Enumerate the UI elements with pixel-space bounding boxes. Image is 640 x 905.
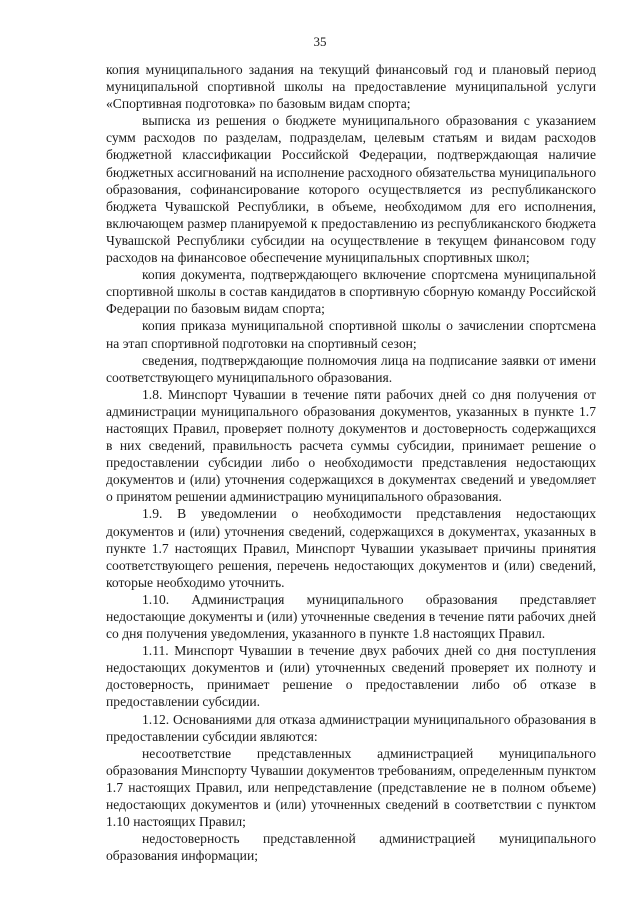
paragraph-enrollment-order: копия приказа муниципальной спортивной школы о зачислении спортсмена на этап спортивной подготовки на спортивный сезон; [106, 318, 596, 351]
paragraph-municipal-task-copy: копия муниципального задания на текущий финансовый год и плановый период муниципальной спортивной школы на предоставление муниципальной услуги «Спортивная подготовка» по базовым видам спорта; [106, 62, 596, 112]
paragraph-athlete-inclusion-document: копия документа, подтверждающего включение спортсмена муниципальной спортивной школы в состав кандидатов в спортивную сборную команду Российской Федерации по базовым видам спорта; [106, 267, 596, 317]
paragraph-clause-1-12: 1.12. Основаниями для отказа администрации муниципального образования в предоставлении субсидии являются: [106, 711, 596, 744]
paragraph-clause-1-8: 1.8. Минспорт Чувашии в течение пяти рабочих дней со дня получения от администрации муниципального образования документов, указанных в пункте 1.7 настоящих Правил, проверяет полноту документов и достоверность содержащихся в них сведений, правильность расчета суммы субсидии, принимает решение о предоставлении субсидии либо о необходимости представления недостающих документов и (или) уточнения содержащихся в документах сведений и уведомляет о принятом решении администрацию муниципального образования. [106, 386, 596, 505]
paragraph-refusal-ground-noncompliance: несоответствие представленных администрацией муниципального образования Минспорту Чувашии документов требованиям, определенным пунктом 1.7 настоящих Правил, или непредставление (представление не в полном объеме) недостающих документов и (или) уточненных сведений в соответствии с пунктом 1.10 настоящих Правил; [106, 745, 596, 830]
paragraph-clause-1-10: 1.10. Администрация муниципального образования представляет недостающие документы и (или) уточненные сведения в течение пяти рабочих дней со дня получения уведомления, указанного в пункте 1.8 настоящих Правил. [106, 591, 596, 642]
paragraph-clause-1-11: 1.11. Минспорт Чувашии в течение двух рабочих дней со дня поступления недостающих документов и (или) уточненных сведений проверяет их полноту и достоверность, принимает решение о предоставлении либо об отказе в предоставлении субсидии. [106, 643, 596, 710]
page-body [106, 61, 596, 864]
paragraph-clause-1-9: 1.9. В уведомлении о необходимости представления недостающих документов и (или) уточнения сведений, содержащихся в документах, указанных в пункте 1.7 настоящих Правил, Минспорт Чувашии указывает причины принятия соответствующего решения, перечень недостающих документов и (или) сведений, которые необходимо уточнить. [106, 506, 596, 590]
page-number: 35 [313, 34, 327, 49]
paragraph-budget-extract: выписка из решения о бюджете муниципального образования с указанием сумм расходов по разделам, подразделам, целевым статьям и видам расходов бюджетной классификации Российской Федерации, подтверждающая наличие бюджетных ассигнований на исполнение расходного обязательства муниципального образования, софинансирование которого осуществляется из республиканского бюджета Чувашской Республики, в объеме, необходимом для его исполнения, включающем размер планируемой к предоставлению из республиканского бюджета Чувашской Республики субсидии на осуществление в текущем финансовом году расходов на финансовое обеспечение муниципальных спортивных школ; [106, 113, 596, 266]
paragraph-refusal-ground-unreliable-info: недостоверность представленной администрацией муниципального образования информации; [106, 831, 596, 864]
paragraph-signatory-authority: сведения, подтверждающие полномочия лица на подписание заявки от имени соответствующего муниципального образования. [106, 352, 596, 385]
